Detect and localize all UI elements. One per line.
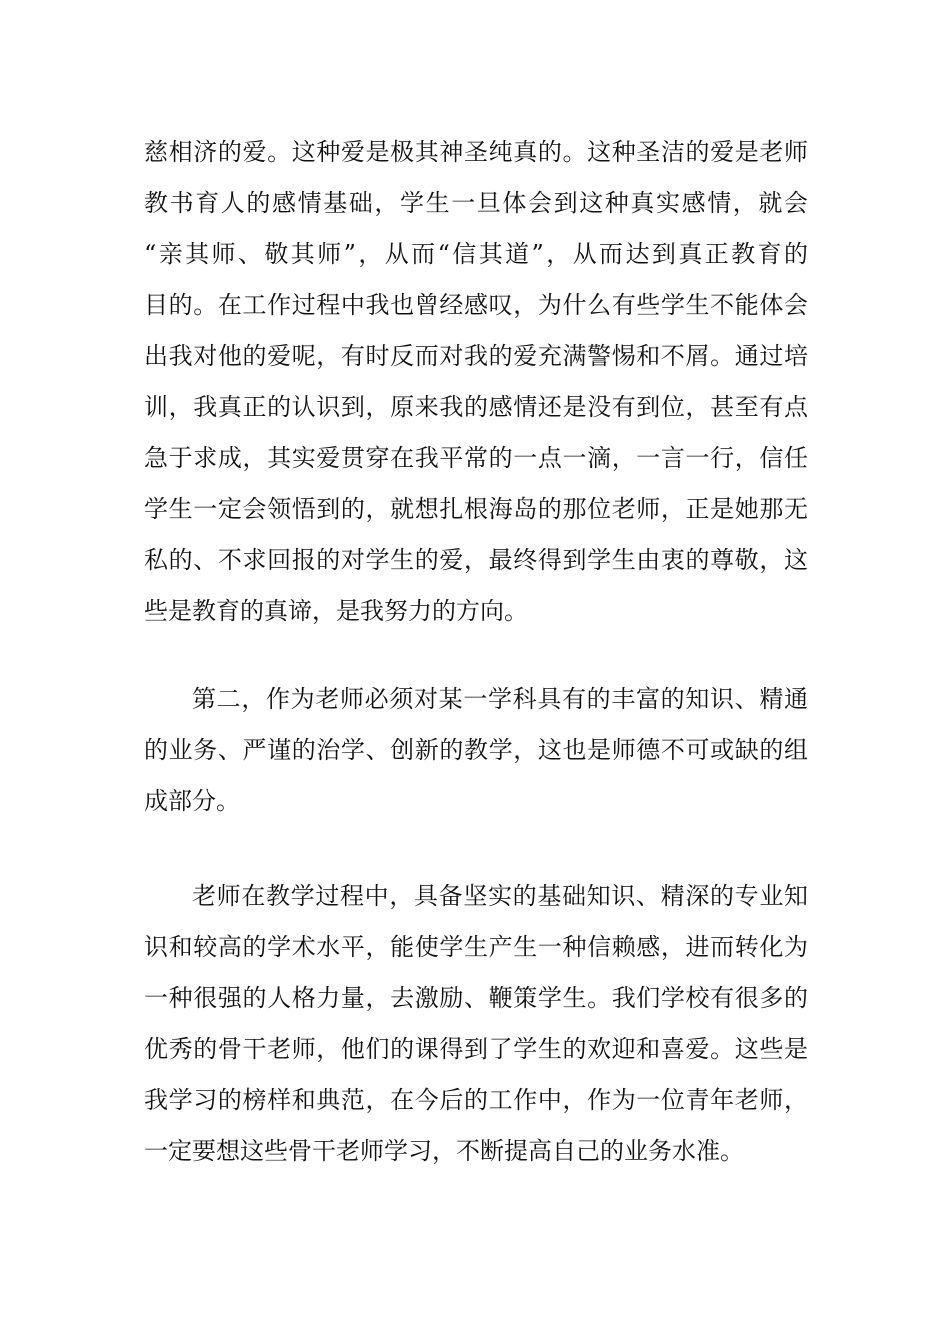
text-line: 学生一定会领悟到的，就想扎根海岛的那位老师，正是她那无 [144,495,808,523]
paragraph-second-point [144,674,808,827]
text-line: 老师在教学过程中，具备坚实的基础知识、精深的专业知 [192,882,808,910]
text-line: 训，我真正的认识到，原来我的感情还是没有到位，甚至有点 [144,393,808,421]
text-line: 教书育人的感情基础，学生一旦体会到这种真实感情，就会 [144,189,808,217]
text-line: 优秀的骨干老师，他们的课得到了学生的欢迎和喜爱。这些是 [144,1035,808,1063]
text-line: 目的。在工作过程中我也曾经感叹，为什么有些学生不能体会 [144,291,808,319]
text-line: “亲其师、敬其师”，从而“信其道”，从而达到真正教育的 [144,240,808,268]
text-line: 私的、不求回报的对学生的爱，最终得到学生由衷的尊敬，这 [144,546,808,574]
text-line: 出我对他的爱呢，有时反而对我的爱充满警惕和不屑。通过培 [144,342,808,370]
text-line: 一种很强的人格力量，去激励、鞭策学生。我们学校有很多的 [144,984,808,1012]
text-line: 识和较高的学术水平，能使学生产生一种信赖感，进而转化为 [144,933,808,961]
text-line: 第二，作为老师必须对某一学科具有的丰富的知识、精通 [192,685,808,713]
paragraph-backbone-teachers [144,871,808,1177]
text-line: 的业务、严谨的治学、创新的教学，这也是师德不可或缺的组 [144,736,808,764]
text-line: 些是教育的真谛，是我努力的方向。 [144,597,528,625]
text-line: 成部分。 [144,787,240,815]
text-line: 慈相济的爱。这种爱是极其神圣纯真的。这种圣洁的爱是老师 [144,138,808,166]
text-line: 急于求成，其实爱贯穿在我平常的一点一滴，一言一行，信任 [144,444,808,472]
text-line: 一定要想这些骨干老师学习，不断提高自己的业务水准。 [144,1137,744,1165]
text-line: 我学习的榜样和典范，在今后的工作中，作为一位青年老师， [144,1086,808,1114]
paragraph-teacher-love [144,127,808,637]
